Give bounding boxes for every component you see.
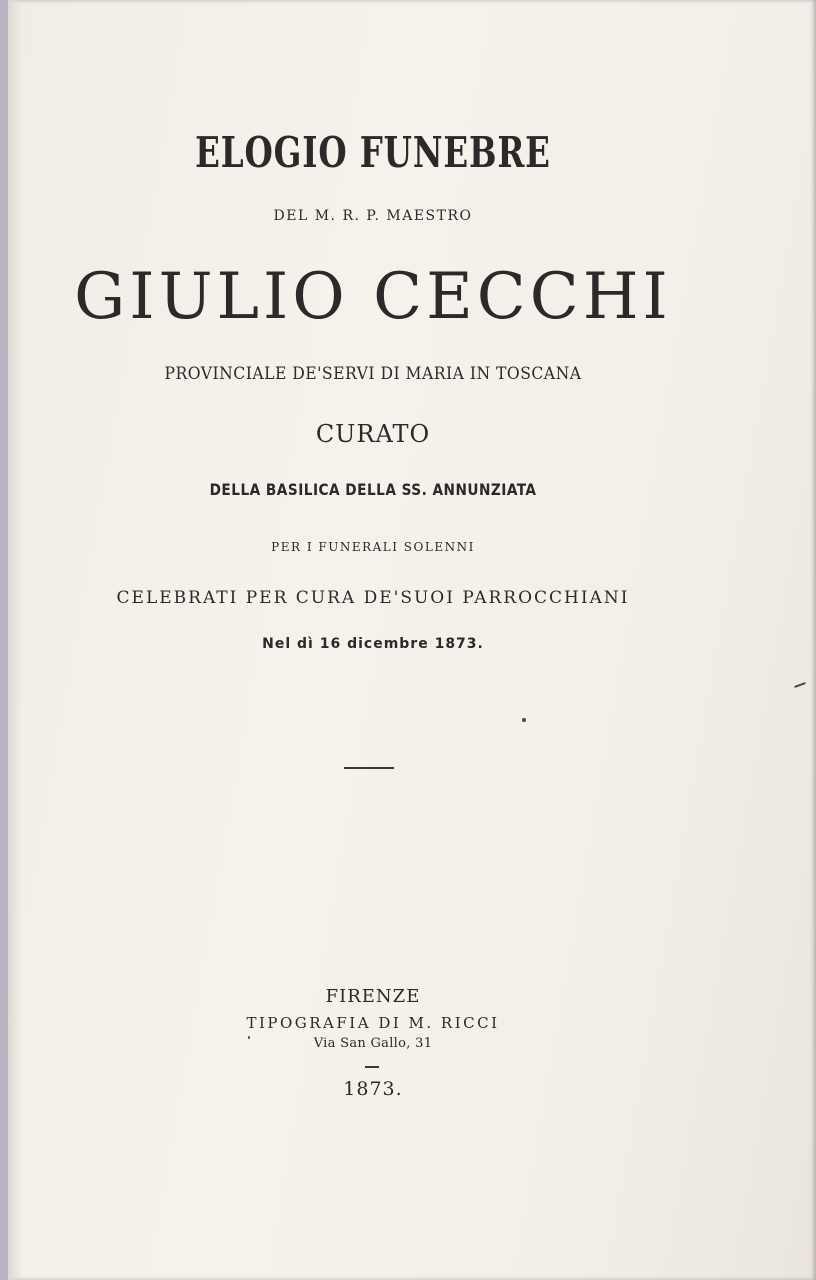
- title-page: [8, 0, 816, 1280]
- celebrati-line: CELEBRATI PER CURA DE'SUOI PARROCCHIANI: [116, 588, 630, 608]
- province-line: PROVINCIALE DE'SERVI DI MARIA IN TOSCANA: [164, 364, 582, 384]
- basilica-line: DELLA BASILICA DELLA SS. ANNUNZIATA: [209, 480, 537, 499]
- imprint-address: Via San Gallo, 31: [313, 1036, 433, 1051]
- imprint-printer: TIPOGRAFIA DI M. RICCI: [246, 1014, 500, 1032]
- date-line: Nel dì 16 dicembre 1873.: [262, 636, 484, 652]
- imprint-year: 1873.: [343, 1078, 403, 1100]
- dedication-line: DEL M. R. P. MAESTRO: [273, 208, 473, 224]
- imprint-rule: [365, 1066, 379, 1068]
- ink-speck: [522, 718, 526, 722]
- subject-name: GIULIO CECCHI: [74, 260, 672, 334]
- ink-speck: [794, 682, 806, 688]
- imprint-city: FIRENZE: [325, 986, 421, 1007]
- ink-speck: [248, 1036, 250, 1039]
- divider-rule: [344, 767, 394, 769]
- book-title: ELOGIO FUNEBRE: [195, 128, 551, 177]
- role-line: CURATO: [315, 420, 431, 448]
- funerali-line: PER I FUNERALI SOLENNI: [271, 540, 475, 554]
